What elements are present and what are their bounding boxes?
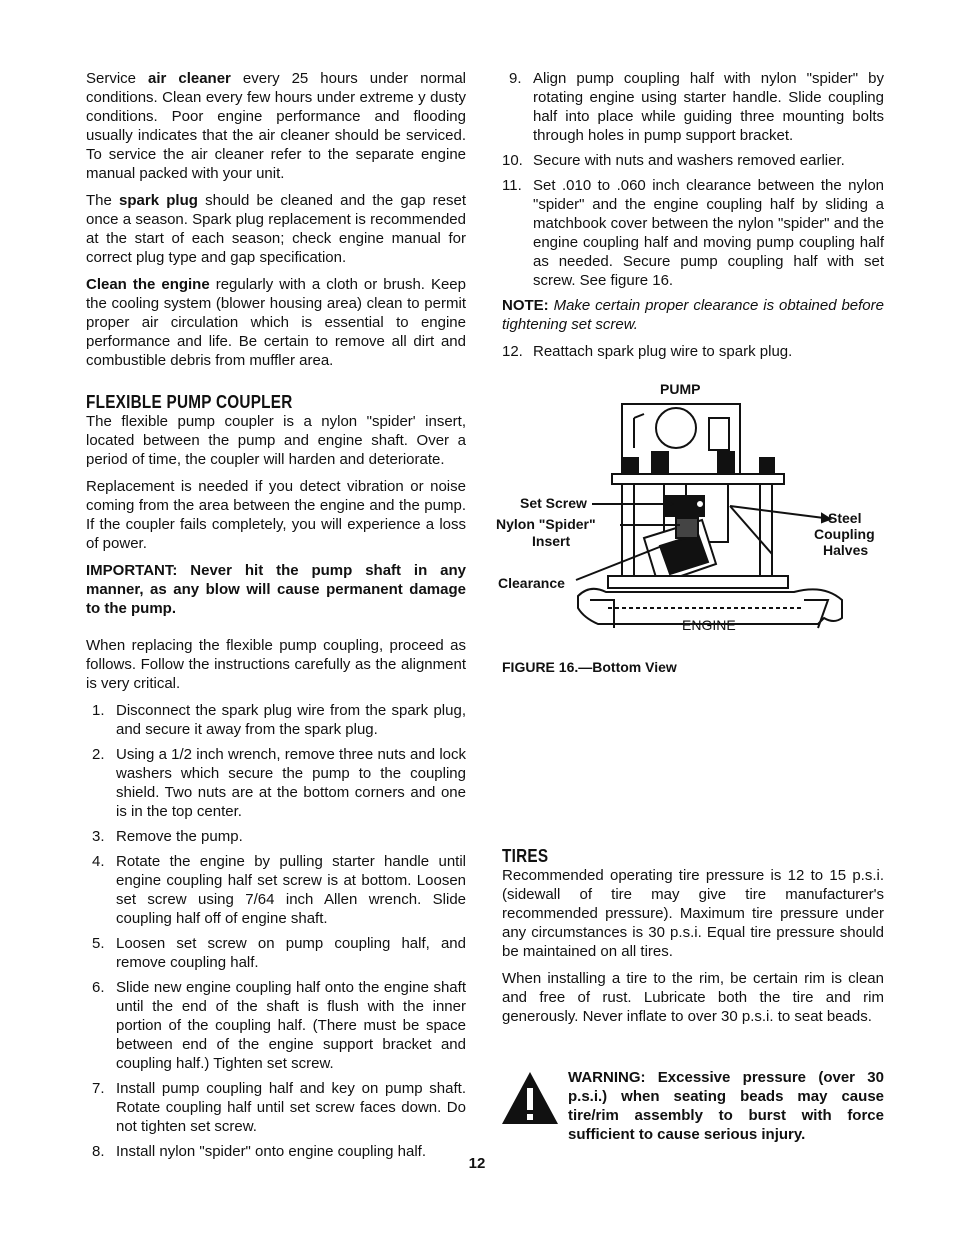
coupling-label: Coupling (814, 526, 875, 542)
halves-label: Halves (823, 542, 869, 558)
tires-section (502, 846, 884, 1034)
warning-text: WARNING: Excessive pressure (over 30 p.s.i.) when seating beads may cause tire/rim assembly to burst with force sufficient to cause serious injury. (568, 1069, 884, 1143)
tires-pressure-paragraph: Recommended operating tire pressure is 12 to 15 p.s.i. (sidewall of tire may give tire manufacturer's recommended pressure). Maximum tire pressure under any circumstances is 30 p.s.i. Equal tire pressure should be maintained on all tires. (502, 867, 884, 960)
list-item: 8. Install nylon "spider" onto engine coupling half. (92, 1143, 427, 1160)
list-item: 9. Align pump coupling half with nylon "spider" by rotating engine using starter handle. Slide coupling half into place while guiding three mounting bolts through holes in pump support bracket. (509, 70, 884, 144)
right-column (502, 69, 884, 367)
figure-caption: FIGURE 16.—Bottom View (502, 659, 677, 675)
clean-engine-paragraph: Clean the engine regularly with a cloth or brush. Keep the cooling system (blower housing area) clean to permit proper air circulation which is essential to engine performance and life. Be certain to remove all dirt and combustible debris from muffler area. (86, 276, 466, 369)
tires-install-paragraph: When installing a tire to the rim, be certain rim is clean and free of rust. Lubricate both the tire and rim generously. Never inflate to over 30 p.s.i. to seat beads. (502, 970, 884, 1025)
replacement-paragraph: Replacement is needed if you detect vibration or noise coming from the area between the engine and the pump. If the coupler fails completely, you will experience a loss of power. (86, 478, 466, 552)
note-paragraph: NOTE: Make certain proper clearance is obtained before tightening set screw. (502, 297, 884, 333)
list-item: 7. Install pump coupling half and key on pump shaft. Rotate coupling half until set screw faces down. Do not tighten set screw. (92, 1080, 466, 1135)
steps-list-left (86, 701, 466, 1161)
pump-label: PUMP (660, 381, 701, 397)
clearance-label: Clearance (498, 575, 565, 591)
nylon-spider-label: Nylon "Spider" (496, 516, 596, 532)
steps-list-right (502, 69, 884, 290)
list-item: 12. Reattach spark plug wire to spark plug. (502, 343, 793, 360)
list-item: 5. Loosen set screw on pump coupling half, and remove coupling half. (92, 935, 466, 971)
engine-label: ENGINE (682, 617, 736, 633)
page-number: 12 (468, 1155, 486, 1172)
flexible-pump-coupler-heading: FLEXIBLE PUMP COUPLER (86, 392, 293, 412)
important-notice: IMPORTANT: Never hit the pump shaft in any manner, as any blow will cause permanent damage to the pump. (86, 562, 466, 617)
list-item: 11. Set .010 to .060 inch clearance between the nylon "spider" and the engine coupling half by sliding a matchbook cover between the nylon "spider" and the engine coupling half and moving pump coupling half as needed. Secure pump coupling half with set screw. See figure 16. (502, 177, 884, 289)
list-item: 1. Disconnect the spark plug wire from the spark plug, and secure it away from the spark plug. (92, 702, 466, 738)
list-item: 4. Rotate the engine by pulling starter handle until engine coupling half set screw is at bottom. Loosen set screw using 7/64 inch Allen wrench. Slide coupling half off of engine shaft. (92, 853, 466, 927)
replacing-intro-paragraph: When replacing the flexible pump coupling, proceed as follows. Follow the instructions carefully as the alignment is very critical. (86, 637, 466, 692)
air-cleaner-paragraph: Service air cleaner every 25 hours under normal conditions. Clean every few hours under extreme y dusty conditions. Poor engine performance and flooding usually indicates that the air cleaner should be serviced. To service the air cleaner refer to the separate engine manual packed with your unit. (86, 70, 466, 182)
warning-triangle-icon (500, 1070, 560, 1126)
step-12-list (502, 342, 884, 361)
list-item: 6. Slide new engine coupling half onto the engine shaft until the end of the shaft is flush with the inner portion of the coupling half. (There must be space between end of the engine support bracket and coupling half.) Tighten set screw. (92, 979, 466, 1072)
coupler-intro-paragraph: The flexible pump coupler is a nylon "spider' insert, located between the pump and engine shaft. Over a period of time, the coupler will harden and deteriorate. (86, 413, 466, 468)
spark-plug-paragraph: The spark plug should be cleaned and the gap reset once a season. Spark plug replacement is recommended at the start of each season; check engine manual for correct plug type and gap specification. (86, 192, 466, 266)
list-item: 2. Using a 1/2 inch wrench, remove three nuts and lock washers which secure the pump to the coupling shield. Two nuts are at the bottom corners and one is in the top center. (92, 746, 466, 820)
tires-heading: TIRES (502, 846, 549, 866)
coupler-diagram-drawing (494, 378, 860, 648)
insert-label: Insert (532, 533, 571, 549)
coupler-diagram (494, 378, 875, 648)
set-screw-label: Set Screw (520, 495, 587, 511)
left-column (86, 69, 466, 1167)
list-item: 3. Remove the pump. (92, 828, 243, 845)
steel-label: Steel (828, 510, 862, 526)
list-item: 10. Secure with nuts and washers removed earlier. (502, 152, 845, 169)
